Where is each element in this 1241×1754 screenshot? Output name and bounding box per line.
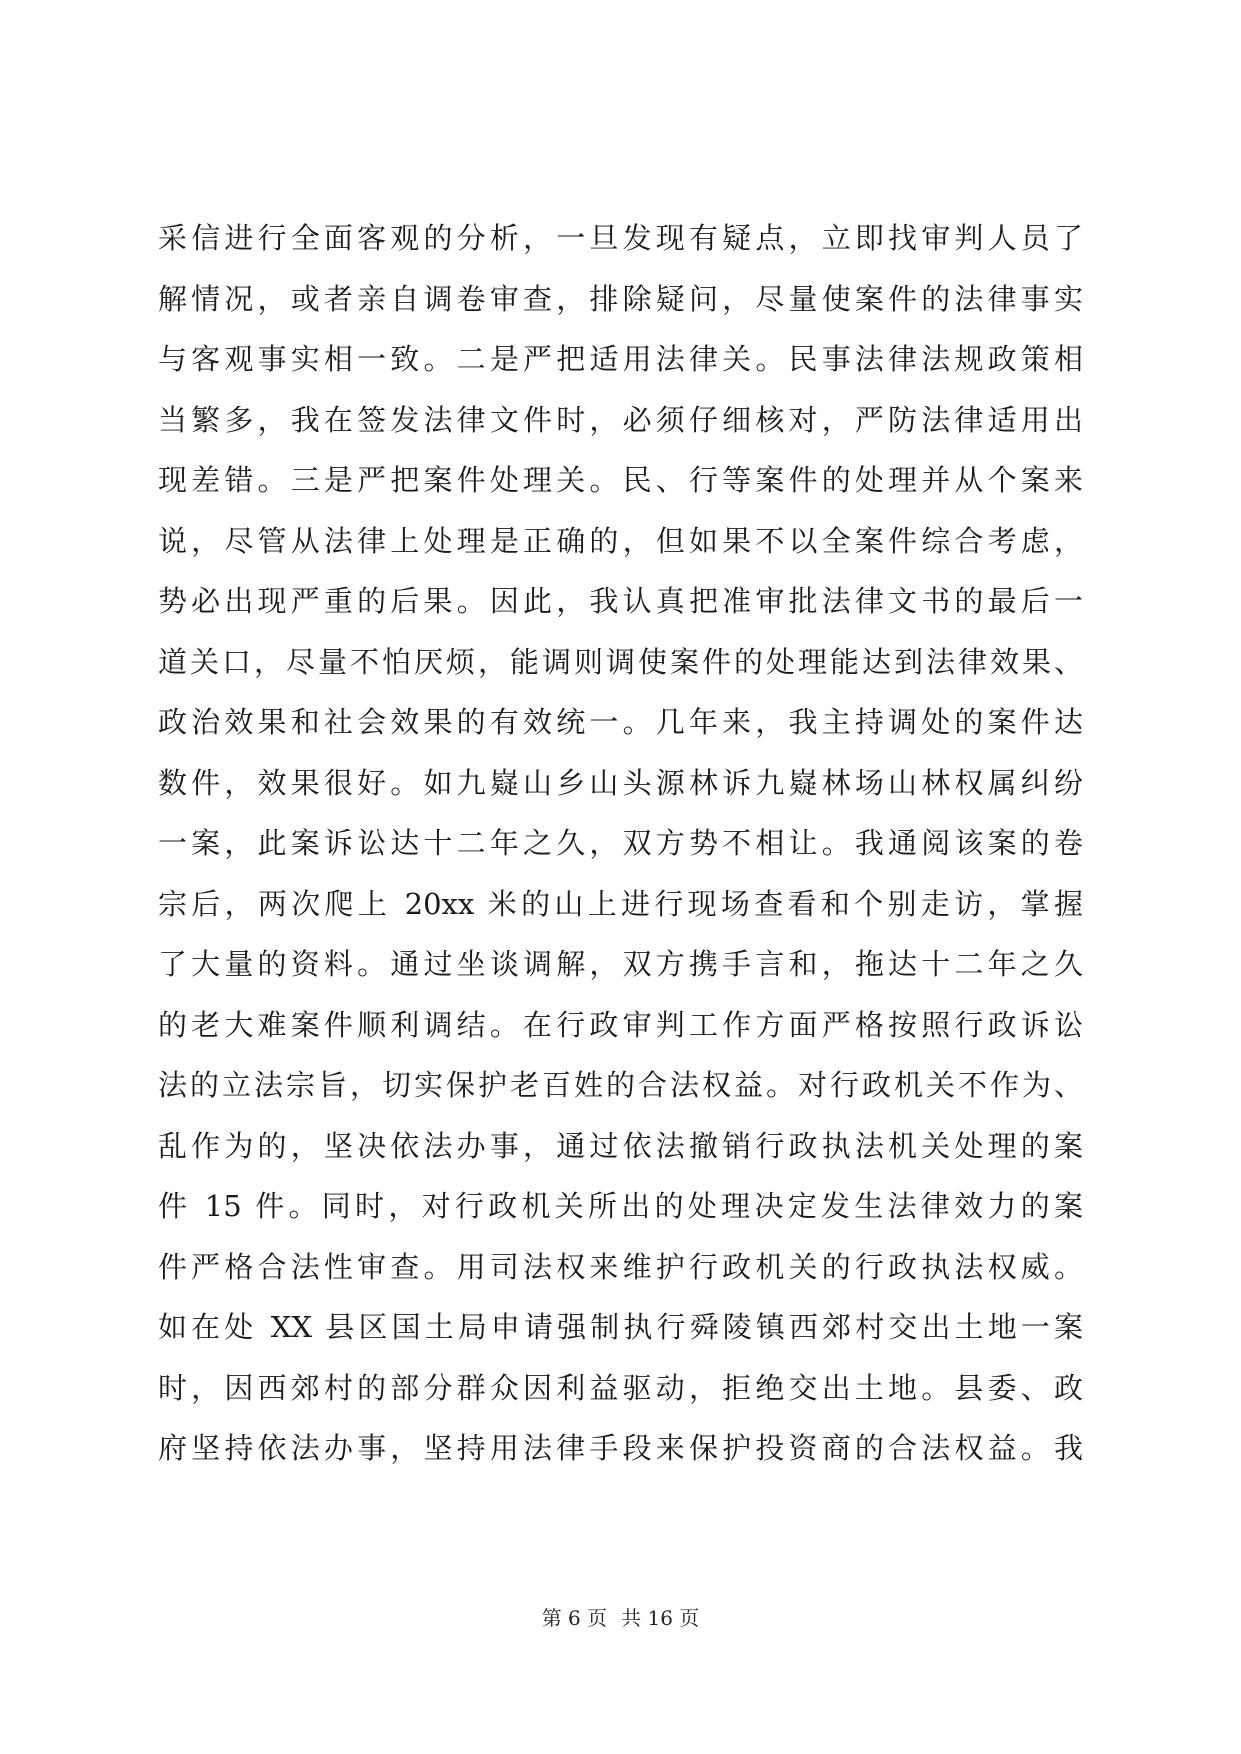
text-line: 件严格合法性审查。用司法权来维护行政机关的行政执法权威。 [158,1249,1083,1284]
body-text [158,208,1083,1479]
text-line: 道关口，尽量不怕厌烦，能调则调使案件的处理能达到法律效果、 [158,644,1083,679]
text-line: 政治效果和社会效果的有效统一。几年来，我主持调处的案件达 [158,705,1083,739]
text-line: 采信进行全面客观的分析，一旦发现有疑点，立即找审判人员了 [158,221,1083,255]
text-line: 宗后，两次爬上 20xx 米的山上进行现场查看和个别走访，掌握 [158,886,1083,921]
page-total: 共 16 页 [621,1606,700,1630]
text-line: 乱作为的，坚决依法办事，通过依法撤销行政执法机关处理的案 [158,1128,1083,1163]
text-line: 与客观事实相一致。二是严把适用法律关。民事法律法规政策相 [158,342,1083,376]
text-line: 解情况，或者亲自调卷审查，排除疑问，尽量使案件的法律事实 [158,281,1083,316]
text-line: 一案，此案诉讼达十二年之久，双方势不相让。我通阅该案的卷 [158,826,1083,860]
text-line: 件 15 件。同时，对行政机关所出的处理决定发生法律效力的案 [158,1189,1083,1223]
page-footer [0,1604,1241,1632]
text-line: 府坚持依法办事，坚持用法律手段来保护投资商的合法权益。我 [158,1431,1083,1465]
text-line: 如在处 XX 县区国土局申请强制执行舜陵镇西郊村交出土地一案 [158,1310,1083,1344]
text-line: 了大量的资料。通过坐谈调解，双方携手言和，拖达十二年之久 [158,947,1083,981]
text-line: 法的立法宗旨，切实保护老百姓的合法权益。对行政机关不作为、 [158,1068,1083,1102]
text-line: 现差错。三是严把案件处理关。民、行等案件的处理并从个案来 [158,463,1083,497]
text-line: 时，因西郊村的部分群众因利益驱动，拒绝交出土地。县委、政 [158,1370,1083,1405]
text-line: 当繁多，我在签发法律文件时，必须仔细核对，严防法律适用出 [158,402,1083,437]
text-line: 势必出现严重的后果。因此，我认真把准审批法律文书的最后一 [158,584,1083,618]
text-line: 说，尽管从法律上处理是正确的，但如果不以全案件综合考虑， [158,523,1083,558]
text-line: 的老大难案件顺利调结。在行政审判工作方面严格按照行政诉讼 [158,1007,1083,1042]
text-line: 数件，效果很好。如九嶷山乡山头源林诉九嶷林场山林权属纠纷 [158,765,1083,800]
page-number: 第 6 页 [541,1606,608,1630]
